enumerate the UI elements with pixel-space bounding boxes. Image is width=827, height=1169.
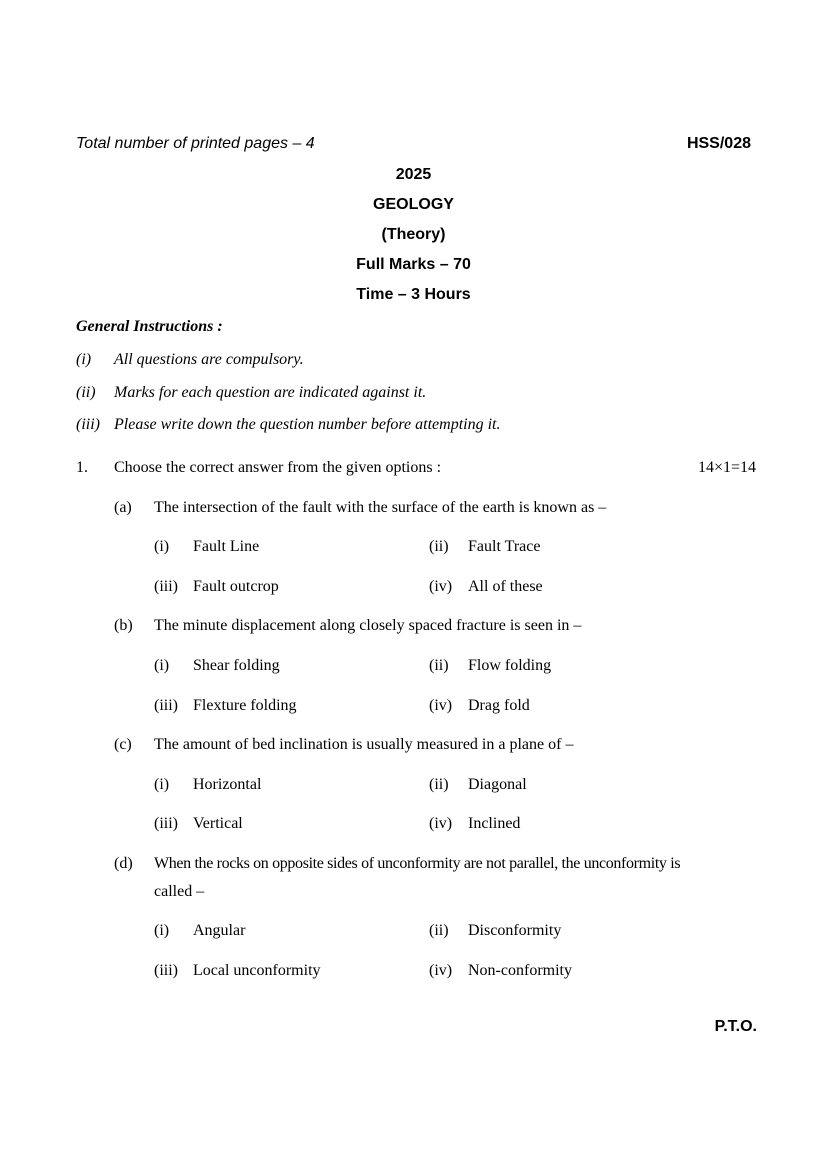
paper-code: HSS/028 [686,135,751,152]
full-marks: Full Marks – 70 [356,256,471,273]
sub-question-text: The amount of bed inclination is usually measured in a plane of – [154,736,574,753]
instruction-number: (ii) [76,384,96,401]
sub-question-letter: (d) [114,855,133,872]
option-number: (iii) [154,697,178,714]
option-text: Horizontal [193,776,262,793]
option-number: (iii) [154,815,178,832]
sub-question-text-continued: called – [154,883,205,900]
instruction-number: (iii) [76,416,100,433]
question-marks: 14×1=14 [697,459,756,476]
instruction-text: Please write down the question number before attempting it. [114,416,501,433]
option-text: Fault Trace [468,538,541,555]
instruction-number: (i) [76,351,92,368]
please-turn-over: P.T.O. [714,1018,757,1035]
time-allowed: Time – 3 Hours [356,286,471,303]
sub-question-letter: (a) [114,499,132,516]
option-text: Drag fold [468,697,530,714]
instructions-heading: General Instructions : [76,318,223,335]
subject-title: GEOLOGY [373,196,454,213]
option-number: (ii) [429,657,449,674]
sub-question-text: The intersection of the fault with the surface of the earth is known as – [154,499,607,516]
total-pages-note: Total number of printed pages – 4 [76,135,315,152]
option-text: Shear folding [193,657,280,674]
question-number: 1. [76,459,88,476]
option-number: (ii) [429,776,449,793]
option-number: (i) [154,776,170,793]
option-number: (iii) [154,578,178,595]
sub-question-text: When the rocks on opposite sides of unconformity are not parallel, the unconformity is [154,855,681,872]
option-text: Flexture folding [193,697,297,714]
option-text: Diagonal [468,776,527,793]
paper-type: (Theory) [381,226,446,243]
option-text: Non-conformity [468,962,572,979]
option-text: Fault Line [193,538,260,555]
option-text: All of these [468,578,543,595]
option-number: (iv) [429,962,453,979]
option-text: Local unconformity [193,962,321,979]
option-text: Flow folding [468,657,552,674]
option-number: (iii) [154,962,178,979]
option-number: (ii) [429,922,449,939]
instruction-text: All questions are compulsory. [114,351,304,368]
sub-question-letter: (b) [114,617,133,634]
option-number: (i) [154,922,170,939]
sub-question-text: The minute displacement along closely spaced fracture is seen in – [154,617,582,634]
option-text: Angular [193,922,246,939]
option-text: Inclined [468,815,521,832]
option-number: (iv) [429,697,453,714]
option-text: Vertical [193,815,243,832]
option-text: Fault outcrop [193,578,279,595]
option-number: (iv) [429,578,453,595]
instruction-text: Marks for each question are indicated against it. [114,384,427,401]
question-text: Choose the correct answer from the given options : [114,459,442,476]
exam-year: 2025 [395,166,432,183]
option-number: (i) [154,538,170,555]
option-number: (i) [154,657,170,674]
option-number: (iv) [429,815,453,832]
option-text: Disconformity [468,922,562,939]
sub-question-letter: (c) [114,736,132,753]
option-number: (ii) [429,538,449,555]
